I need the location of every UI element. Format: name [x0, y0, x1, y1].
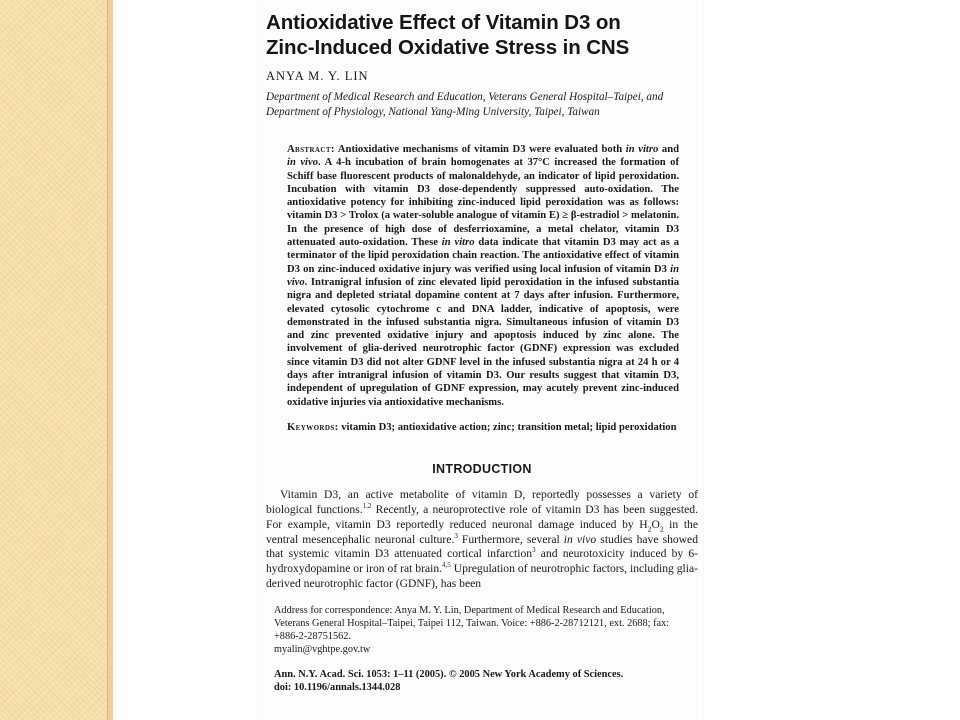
footnote-address: Address for correspondence: Anya M. Y. Lin, Department of Medical Research and Education, Veterans General Hospital–Taipei, Taipei 112, Taiwan. Voice: +886-2-28712121, ext. 2688; fax: +886-2-28751562. — [274, 604, 670, 642]
abstract-italic: in vivo — [287, 157, 318, 169]
abstract — [287, 143, 679, 409]
citation-line-1: Ann. N.Y. Acad. Sci. 1053: 1–11 (2005). © 2005 New York Academy of Sciences. — [274, 668, 624, 680]
reference-superscript: 3 — [454, 531, 458, 540]
intro-text: Upregulation of neurotrophic factors, including glia-derived neurotrophic factor (GDNF), has been — [266, 562, 698, 591]
abstract-text: Antioxidative mechanisms of vitamin D3 were evaluated both — [334, 144, 626, 155]
author-name: ANYA M. Y. LIN — [266, 69, 369, 83]
paper-page-image — [258, 0, 703, 720]
intro-text: in the ventral mesencephalic neuronal culture. — [266, 517, 698, 546]
citation-doi: doi: 10.1196/annals.1344.028 — [274, 681, 401, 693]
keywords-text: vitamin D3; antioxidative action; zinc; transition metal; lipid peroxidation — [338, 421, 677, 433]
reference-superscript: 4,5 — [442, 561, 451, 570]
intro-text: and neurotoxicity induced by 6-hydroxydopamine or iron of rat brain. — [266, 547, 698, 576]
intro-text: Recently, a neuroprotective role of vitamin D3 has been suggested. For example, vitamin D3 reportedly reduced neuronal damage induced by H — [266, 503, 698, 531]
intro-text: Vitamin D3, an active metabolite of vitamin D, reportedly possesses a variety of biological functions. — [266, 488, 698, 517]
decorative-side-strip — [0, 0, 107, 720]
title-line-2: Zinc-Induced Oxidative Stress in CNS — [266, 36, 630, 59]
title-line-1: Antioxidative Effect of Vitamin D3 on — [266, 11, 621, 34]
abstract-text: . Intranigral infusion of zinc elevated lipid peroxidation in the infused substantia nigra and depleted striatal dopamine content at 7 days after infusion. Furthermore, elevated cytosolic cytochrome c and DNA ladder, indicative of apoptosis, were demonstrated in the infused substantia nigra. Simultaneous infusion of vitamin D3 and zinc prevented oxidative injury and apoptosis induced by zinc alone. The involvement of glia-derived neurotrophic factor (GDNF) expression was excluded since vitamin D3 did not alter GDNF level in the infused substantia nigra at 24 h or 4 days after intranigral infusion of vitamin D3. Our results suggest that vitamin D3, independent of upregulation of GDNF expression, may acutely prevent zinc-induced oxidative injuries via antioxidative mechanisms. — [287, 276, 679, 408]
intro-text: O — [651, 517, 660, 531]
intro-text: Furthermore, several — [457, 532, 564, 546]
author-affiliation: Department of Medical Research and Education, Veterans General Hospital–Taipei, and Department of Physiology, National Yang-Ming University, Taipei, Taiwan — [266, 91, 664, 118]
abstract-italic: in vitro — [441, 237, 475, 249]
abstract-text: and — [658, 144, 679, 155]
intro-text: studies have showed that systemic vitamin D3 attenuated cortical infarction — [266, 532, 698, 561]
introduction-paragraph — [266, 488, 698, 592]
keywords — [287, 421, 679, 434]
journal-citation — [266, 668, 698, 694]
abstract-italic: in vitro — [625, 144, 659, 155]
subscript: 2 — [659, 524, 664, 534]
abstract-italic: in vivo — [287, 263, 679, 288]
author-email-link[interactable]: myalin@vghtpe.gov.tw — [274, 643, 371, 655]
paper-title — [266, 10, 698, 60]
correspondence-footnote — [266, 604, 694, 656]
abstract-text: data indicate that vitamin D3 may act as a terminator of the lipid peroxidation chain reaction. The antioxidative effect of vitamin D3 on zinc-induced oxidative injury was verified using local infusion of vitamin D3 — [287, 237, 679, 275]
paper-content — [266, 10, 698, 694]
side-strip-border — [107, 0, 113, 720]
abstract-label: Abstract: — [287, 144, 335, 155]
introduction-heading: INTRODUCTION — [432, 462, 532, 477]
abstract-text: . A 4-h incubation of brain homogenates at 37°C increased the formation of Schiff base fluorescent products of malonaldehyde, an indicator of lipid peroxidation. Incubation with vitamin D3 dose-dependently suppressed auto-oxidation. The antioxidative potency for inhibiting zinc-induced lipid peroxidation was as follows: vitamin D3 > Trolox (a water-soluble analogue of vitamin E) ≥ β-estradiol > melatonin. In the presence of high dose of desferrioxamine, a metal chelator, vitamin D3 attenuated auto-oxidation. These — [287, 157, 679, 249]
subscript: 2 — [647, 524, 652, 534]
reference-superscript: 3 — [532, 546, 536, 555]
keywords-label: Keywords: — [287, 421, 339, 433]
intro-italic: in vivo — [563, 532, 597, 546]
reference-superscript: 1,2 — [362, 502, 372, 511]
